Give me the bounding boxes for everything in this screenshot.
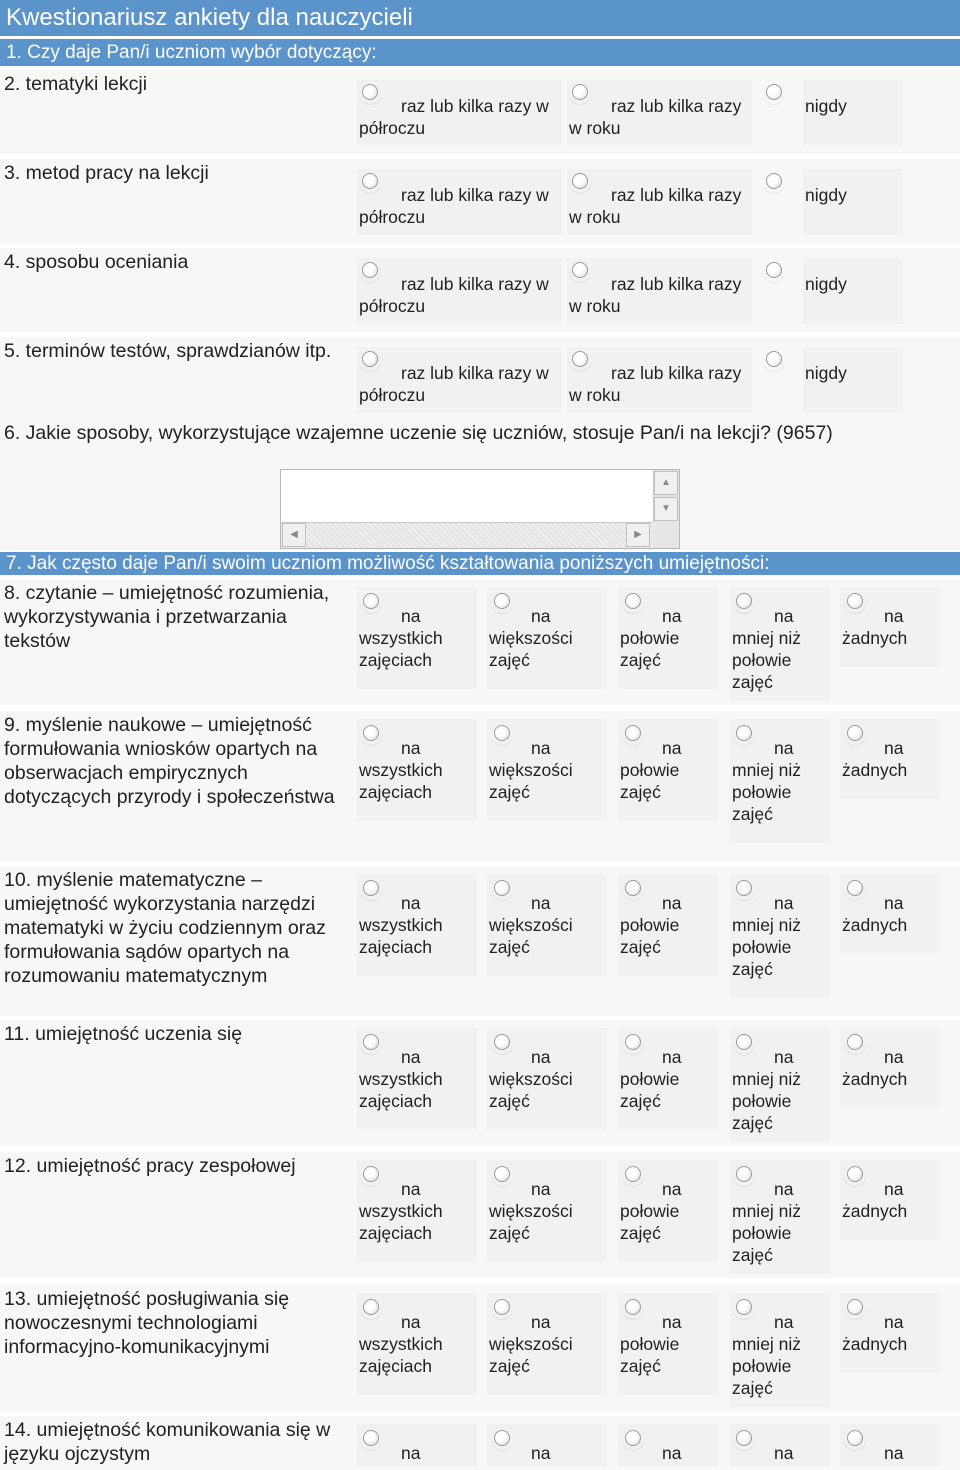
radio-button[interactable] <box>625 1034 641 1050</box>
option-label-line: większości <box>489 1201 573 1221</box>
option-label-line: mniej niż <box>732 628 802 648</box>
option-label-line2: w roku <box>569 118 621 138</box>
option-label-line: na <box>662 606 682 626</box>
radio-button[interactable] <box>736 880 752 896</box>
option-label-line: mniej niż <box>732 915 802 935</box>
radio-button[interactable] <box>363 1034 379 1050</box>
radio-button[interactable] <box>766 262 782 278</box>
option-label-line: połowie <box>620 1201 680 1221</box>
option-label-line: mniej niż <box>732 1069 802 1089</box>
vertical-scrollbar[interactable] <box>653 470 679 522</box>
option-label-line: żadnych <box>842 1334 908 1354</box>
option-label-line: na <box>401 1312 421 1332</box>
option-label-line2: półroczu <box>359 118 426 138</box>
option-label-line2: w roku <box>569 296 621 316</box>
option-label-line: większości <box>489 915 573 935</box>
option-label-line: na <box>401 893 421 913</box>
option-label-line: zajęć <box>489 1091 530 1111</box>
option-label-line: połowie <box>732 937 792 957</box>
section-1-header: 1. Czy daje Pan/i uczniom wybór dotyczący: <box>0 39 960 66</box>
radio-button[interactable] <box>494 1034 510 1050</box>
option-label-line: żadnych <box>842 1201 908 1221</box>
radio-button[interactable] <box>363 880 379 896</box>
option-label-line: wszystkich <box>359 628 443 648</box>
option-label-line: na <box>401 1443 421 1463</box>
option-label-line: na <box>531 606 551 626</box>
radio-button[interactable] <box>847 1430 863 1446</box>
option-label-line: zajęć <box>620 1223 661 1243</box>
option-label-line: zajęć <box>620 782 661 802</box>
option-label-line1: raz lub kilka razy <box>611 96 742 116</box>
scroll-down-icon[interactable]: ▼ <box>654 497 678 521</box>
option-label-line: na <box>774 738 794 758</box>
option-label-line: na <box>401 606 421 626</box>
option-label-line: na <box>401 738 421 758</box>
option-label-line: połowie <box>620 915 680 935</box>
option-label-line: na <box>531 738 551 758</box>
radio-button[interactable] <box>847 1166 863 1182</box>
option-label-line: na <box>774 1179 794 1199</box>
option-label-line: połowie <box>620 628 680 648</box>
option-label-line1: raz lub kilka razy w <box>401 185 549 205</box>
radio-button[interactable] <box>625 1430 641 1446</box>
option-label-line: na <box>401 1047 421 1067</box>
option-label-line: zajęć <box>732 959 773 979</box>
radio-button[interactable] <box>572 173 588 189</box>
option-label-line: zajęciach <box>359 1091 432 1111</box>
option-label-line: zajęć <box>620 1091 661 1111</box>
radio-button[interactable] <box>572 84 588 100</box>
option-label-line: na <box>774 1443 794 1463</box>
option-label-line: zajęć <box>489 1223 530 1243</box>
option-label-line: na <box>662 1443 682 1463</box>
radio-button[interactable] <box>625 1299 641 1315</box>
radio-button[interactable] <box>847 880 863 896</box>
option-label-line: na <box>774 1047 794 1067</box>
option-label-line: zajęć <box>489 1356 530 1376</box>
option-label-line2: półroczu <box>359 296 426 316</box>
question-label: 3. metod pracy na lekcji <box>4 162 209 184</box>
radio-button[interactable] <box>362 351 378 367</box>
radio-button[interactable] <box>494 1166 510 1182</box>
radio-button[interactable] <box>362 84 378 100</box>
question-label: 2. tematyki lekcji <box>4 73 148 95</box>
radio-button[interactable] <box>736 725 752 741</box>
radio-button[interactable] <box>736 1166 752 1182</box>
option-label-line: na <box>531 893 551 913</box>
option-label-line: na <box>774 1312 794 1332</box>
option-label-line: na <box>662 1047 682 1067</box>
option-label-line: większości <box>489 1069 573 1089</box>
option-label-line2: półroczu <box>359 207 426 227</box>
option-label-line: zajęć <box>620 1356 661 1376</box>
option-label-line: na <box>531 1443 551 1463</box>
radio-button[interactable] <box>362 173 378 189</box>
radio-button[interactable] <box>847 1299 863 1315</box>
option-label: nigdy <box>805 363 847 383</box>
option-label-line: na <box>884 1312 904 1332</box>
radio-button[interactable] <box>494 1430 510 1446</box>
option-label-line: na <box>531 1312 551 1332</box>
option-label-line: większości <box>489 760 573 780</box>
option-label-line: na <box>531 1047 551 1067</box>
option-label-line: wszystkich <box>359 1069 443 1089</box>
radio-button[interactable] <box>736 593 752 609</box>
option-label-line: na <box>662 1312 682 1332</box>
option-label-line: zajęć <box>489 650 530 670</box>
radio-button[interactable] <box>572 262 588 278</box>
option-label-line: zajęciach <box>359 937 432 957</box>
option-label-line: zajęć <box>732 1378 773 1398</box>
radio-button[interactable] <box>766 351 782 367</box>
option-label-line: zajęciach <box>359 1356 432 1376</box>
radio-button[interactable] <box>363 725 379 741</box>
option-label-line: na <box>884 606 904 626</box>
horizontal-scrollbar[interactable] <box>281 522 653 548</box>
answer-textarea[interactable] <box>280 469 680 549</box>
option-label-line: na <box>662 893 682 913</box>
radio-button[interactable] <box>494 1299 510 1315</box>
option-label-line: połowie <box>732 1091 792 1111</box>
option-label-line1: raz lub kilka razy w <box>401 96 549 116</box>
option-label-line: zajęć <box>489 937 530 957</box>
option-label-line: zajęć <box>732 1113 773 1133</box>
radio-button[interactable] <box>363 1299 379 1315</box>
scrollbar-corner <box>653 522 679 548</box>
option-label-line1: raz lub kilka razy w <box>401 274 549 294</box>
radio-button[interactable] <box>736 1430 752 1446</box>
question-label: 10. myślenie matematyczne – umiejętność wykorzystania narzędzi matematyki w życiu codziennym oraz formułowania sądów opartych na rozumowaniu matematycznym <box>4 869 326 987</box>
option-label: nigdy <box>805 96 847 116</box>
option-label-line: połowie <box>620 1334 680 1354</box>
option-label-line: wszystkich <box>359 1334 443 1354</box>
radio-button[interactable] <box>847 725 863 741</box>
option-label-line: zajęciach <box>359 1223 432 1243</box>
question-label: 5. terminów testów, sprawdzianów itp. <box>4 340 332 362</box>
option-label-line: połowie <box>620 1069 680 1089</box>
radio-button[interactable] <box>847 593 863 609</box>
radio-button[interactable] <box>766 84 782 100</box>
option-label-line1: raz lub kilka razy w <box>401 363 549 383</box>
radio-button[interactable] <box>736 1299 752 1315</box>
option-label-line: na <box>531 1179 551 1199</box>
question-label: 9. myślenie naukowe – umiejętność formułowania wniosków opartych na obserwacjach empirycznych dotyczących przyrody i społeczeństwa <box>4 714 335 808</box>
option-label-line: mniej niż <box>732 760 802 780</box>
radio-button[interactable] <box>363 593 379 609</box>
radio-button[interactable] <box>847 1034 863 1050</box>
option-label-line: połowie <box>732 650 792 670</box>
radio-button[interactable] <box>494 725 510 741</box>
option-label-line: żadnych <box>842 628 908 648</box>
option-label-line: na <box>662 738 682 758</box>
question-label: 11. umiejętność uczenia się <box>4 1023 243 1045</box>
option-label-line: zajęć <box>732 804 773 824</box>
question-label: 4. sposobu oceniania <box>4 251 189 273</box>
scroll-up-icon[interactable]: ▲ <box>654 471 678 495</box>
radio-button[interactable] <box>625 1166 641 1182</box>
question-label: 6. Jakie sposoby, wykorzystujące wzajemne uczenie się uczniów, stosuje Pan/i na lekcji? (9657) <box>4 422 833 444</box>
option-label-line1: raz lub kilka razy <box>611 274 742 294</box>
option-label-line: żadnych <box>842 760 908 780</box>
option-label-line: zajęć <box>489 782 530 802</box>
option-label-line: na <box>884 1443 904 1463</box>
option-label-line: wszystkich <box>359 915 443 935</box>
option-label-line: zajęć <box>620 937 661 957</box>
option-label-line: zajęć <box>620 650 661 670</box>
question-label: 8. czytanie – umiejętność rozumienia, wykorzystywania i przetwarzania tekstów <box>4 582 330 652</box>
option-label: nigdy <box>805 185 847 205</box>
option-label-line1: raz lub kilka razy <box>611 363 742 383</box>
radio-button[interactable] <box>494 880 510 896</box>
option-label-line: połowie <box>620 760 680 780</box>
option-label-line: większości <box>489 628 573 648</box>
option-label-line: na <box>401 1179 421 1199</box>
option-label-line: na <box>774 606 794 626</box>
radio-button[interactable] <box>494 593 510 609</box>
option-label-line: zajęć <box>732 1245 773 1265</box>
survey-title: Kwestionariusz ankiety dla nauczycieli <box>0 0 960 36</box>
option-label-line2: półroczu <box>359 385 426 405</box>
option-label-line: połowie <box>732 782 792 802</box>
radio-button[interactable] <box>625 593 641 609</box>
option-label-line: na <box>884 738 904 758</box>
radio-button[interactable] <box>362 262 378 278</box>
radio-button[interactable] <box>363 1166 379 1182</box>
radio-button[interactable] <box>766 173 782 189</box>
textarea-input[interactable] <box>281 470 653 522</box>
option-label-line: połowie <box>732 1356 792 1376</box>
option-label-line1: raz lub kilka razy <box>611 185 742 205</box>
radio-button[interactable] <box>625 880 641 896</box>
option-label-line: mniej niż <box>732 1201 802 1221</box>
radio-button[interactable] <box>572 351 588 367</box>
option-label-line: wszystkich <box>359 1201 443 1221</box>
option-label-line: większości <box>489 1334 573 1354</box>
option-label-line: na <box>662 1179 682 1199</box>
option-label-line: na <box>884 1047 904 1067</box>
question-label: 14. umiejętność komunikowania się w języku ojczystym <box>4 1419 331 1465</box>
option-label-line2: w roku <box>569 385 621 405</box>
option-label-line: na <box>884 893 904 913</box>
option-label: nigdy <box>805 274 847 294</box>
scroll-right-icon[interactable]: ▶ <box>626 523 650 547</box>
option-label-line: zajęciach <box>359 650 432 670</box>
option-label-line: wszystkich <box>359 760 443 780</box>
option-label-line: mniej niż <box>732 1334 802 1354</box>
option-label-line: na <box>774 893 794 913</box>
option-label-line: zajęć <box>732 672 773 692</box>
option-label-line: na <box>884 1179 904 1199</box>
section-7-header: 7. Jak często daje Pan/i swoim uczniom możliwość kształtowania poniższych umiejętności: <box>0 552 960 575</box>
option-label-line2: w roku <box>569 207 621 227</box>
option-label-line: żadnych <box>842 915 908 935</box>
option-label-line: połowie <box>732 1223 792 1243</box>
radio-button[interactable] <box>625 725 641 741</box>
option-label-line: zajęciach <box>359 782 432 802</box>
question-label: 13. umiejętność posługiwania się nowoczesnymi technologiami informacyjno-komunikacyjnymi <box>4 1288 290 1358</box>
question-label: 12. umiejętność pracy zespołowej <box>4 1155 296 1177</box>
radio-button[interactable] <box>363 1430 379 1446</box>
radio-button[interactable] <box>736 1034 752 1050</box>
option-label-line: żadnych <box>842 1069 908 1089</box>
scroll-left-icon[interactable]: ◀ <box>282 523 306 547</box>
